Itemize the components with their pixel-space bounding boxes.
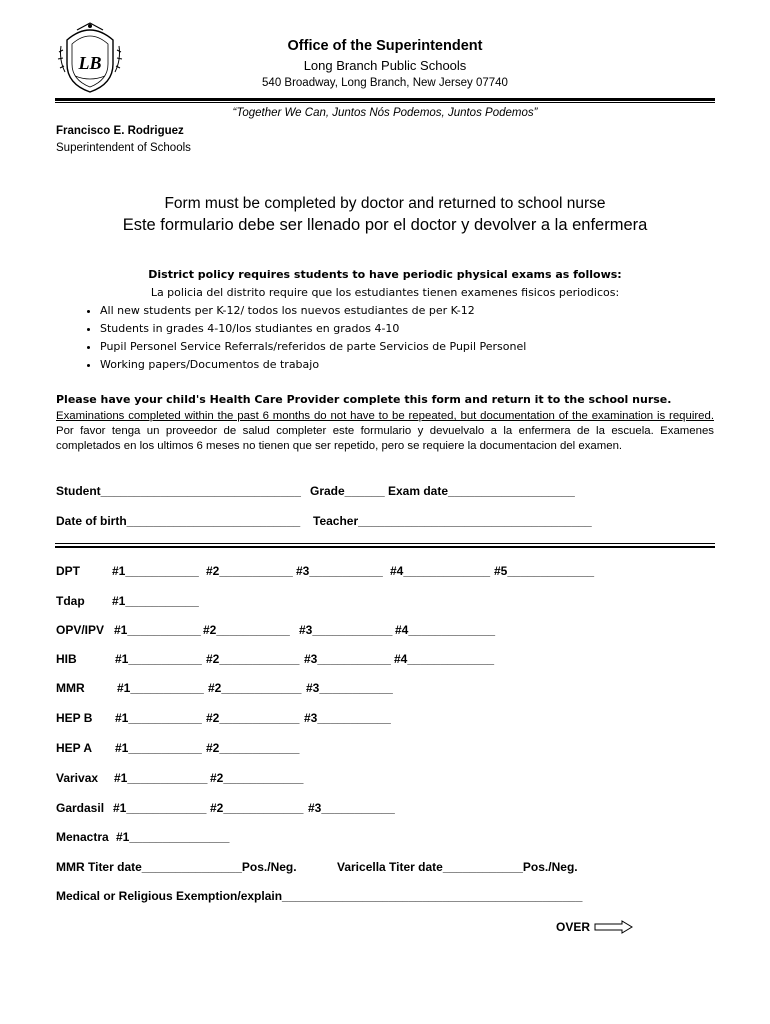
instruction-spanish: Este formulario debe ser llenado por el doctor y devolver a la enfermera bbox=[122, 216, 648, 234]
date-of-birth-field[interactable]: Date of birth__________________________ bbox=[56, 514, 301, 528]
section-divider bbox=[55, 543, 715, 544]
district-motto: “Together We Can, Juntos Nós Podemos, Juntos Podemos” bbox=[232, 107, 538, 119]
logo-monogram: LB bbox=[78, 53, 102, 73]
dose-field[interactable]: #3___________ bbox=[304, 652, 391, 666]
vaccine-name: Tdap bbox=[56, 594, 85, 608]
arrow-right-icon bbox=[594, 920, 634, 934]
mmr-titer-field[interactable]: MMR Titer date_______________Pos./Neg. bbox=[56, 860, 297, 874]
vaccine-name: HEP B bbox=[56, 711, 93, 725]
dose-field[interactable]: #1___________ bbox=[115, 741, 202, 755]
dose-field[interactable]: #1____________ bbox=[114, 771, 208, 785]
vaccine-name: Varivax bbox=[56, 771, 99, 785]
office-title: Office of the Superintendent bbox=[287, 38, 483, 54]
header-divider-thin bbox=[55, 102, 715, 103]
varicella-titer-field[interactable]: Varicella Titer date____________Pos./Neg. bbox=[337, 860, 578, 874]
dose-field[interactable]: #4_____________ bbox=[395, 623, 496, 637]
dose-field[interactable]: #3____________ bbox=[299, 623, 393, 637]
grade-field[interactable]: Grade______ bbox=[310, 484, 385, 498]
dose-field[interactable]: #4_____________ bbox=[394, 652, 495, 666]
notice-underlined: Examinations completed within the past 6 months do not have to be repeated, but documentation of the examination is required. bbox=[56, 410, 714, 422]
vaccine-name: Gardasil bbox=[56, 801, 105, 815]
vaccine-name: OPV/IPV bbox=[56, 623, 105, 637]
policy-item: • Students in grades 4-10/los studiantes en grados 4-10 bbox=[100, 320, 526, 338]
dose-field[interactable]: #3___________ bbox=[308, 801, 395, 815]
dose-field[interactable]: #2___________ bbox=[206, 564, 293, 578]
dose-field[interactable]: #1_______________ bbox=[116, 830, 230, 844]
teacher-field[interactable]: Teacher___________________________________ bbox=[313, 514, 592, 528]
section-divider-thick bbox=[55, 546, 715, 548]
notice-spanish: Por favor tenga un proveedor de salud completer este formulario y devuelvalo a la enfermera de la escuela. Examenes completados en los ultimos 6 meses no tienen que ser repetido, pero se requiere la documentacion del examen. bbox=[56, 425, 714, 452]
dose-field[interactable]: #2____________ bbox=[206, 741, 300, 755]
dose-field[interactable]: #2____________ bbox=[208, 681, 302, 695]
notice-paragraph bbox=[56, 409, 714, 454]
dose-field[interactable]: #1____________ bbox=[113, 801, 207, 815]
exam-date-field[interactable]: Exam date___________________ bbox=[388, 484, 575, 498]
header-divider bbox=[55, 98, 715, 101]
dose-field[interactable]: #3___________ bbox=[296, 564, 383, 578]
policy-heading-spanish: La policia del distrito require que los estudiantes tienen examenes fisicos periodicos: bbox=[150, 286, 620, 299]
dose-field[interactable]: #2____________ bbox=[210, 801, 304, 815]
exemption-field[interactable]: Medical or Religious Exemption/explain_____________________________________________ bbox=[56, 889, 583, 903]
policy-heading: District policy requires students to have periodic physical exams as follows: bbox=[148, 268, 622, 281]
dose-field[interactable]: #2____________ bbox=[210, 771, 304, 785]
policy-item: • Working papers/Documentos de trabajo bbox=[100, 356, 526, 374]
district-name: Long Branch Public Schools bbox=[303, 58, 467, 73]
policy-item: • All new students per K-12/ todos los nuevos estudiantes de per K-12 bbox=[100, 302, 526, 320]
dose-field[interactable]: #5_____________ bbox=[494, 564, 595, 578]
vaccine-name: Menactra bbox=[56, 830, 109, 844]
vaccine-name: MMR bbox=[56, 681, 85, 695]
dose-field[interactable]: #1___________ bbox=[112, 564, 199, 578]
vaccine-name: HEP A bbox=[56, 741, 93, 755]
dose-field[interactable]: #1___________ bbox=[115, 711, 202, 725]
dose-field[interactable]: #1___________ bbox=[112, 594, 199, 608]
dose-field[interactable]: #4_____________ bbox=[390, 564, 491, 578]
superintendent-name: Francisco E. Rodriguez bbox=[56, 125, 184, 137]
district-address: 540 Broadway, Long Branch, New Jersey 07740 bbox=[262, 77, 508, 89]
dose-field[interactable]: #1___________ bbox=[117, 681, 204, 695]
notice-heading: Please have your child's Health Care Provider complete this form and return it to the school nurse. bbox=[56, 393, 672, 406]
dose-field[interactable]: #2____________ bbox=[206, 711, 300, 725]
dose-field[interactable]: #1___________ bbox=[114, 623, 201, 637]
dose-field[interactable]: #2____________ bbox=[206, 652, 300, 666]
dose-field[interactable]: #1___________ bbox=[115, 652, 202, 666]
vaccine-name: DPT bbox=[56, 564, 80, 578]
dose-field[interactable]: #3___________ bbox=[304, 711, 391, 725]
policy-list bbox=[80, 302, 526, 374]
policy-item: • Pupil Personel Service Referrals/referidos de parte Servicios de Pupil Personel bbox=[100, 338, 526, 356]
student-field[interactable]: Student______________________________ bbox=[56, 484, 301, 498]
superintendent-title: Superintendent of Schools bbox=[56, 142, 191, 154]
dose-field[interactable]: #2___________ bbox=[203, 623, 290, 637]
over-label: OVER bbox=[556, 920, 591, 934]
instruction-english: Form must be completed by doctor and returned to school nurse bbox=[164, 195, 606, 212]
dose-field[interactable]: #3___________ bbox=[306, 681, 393, 695]
vaccine-name: HIB bbox=[56, 652, 77, 666]
